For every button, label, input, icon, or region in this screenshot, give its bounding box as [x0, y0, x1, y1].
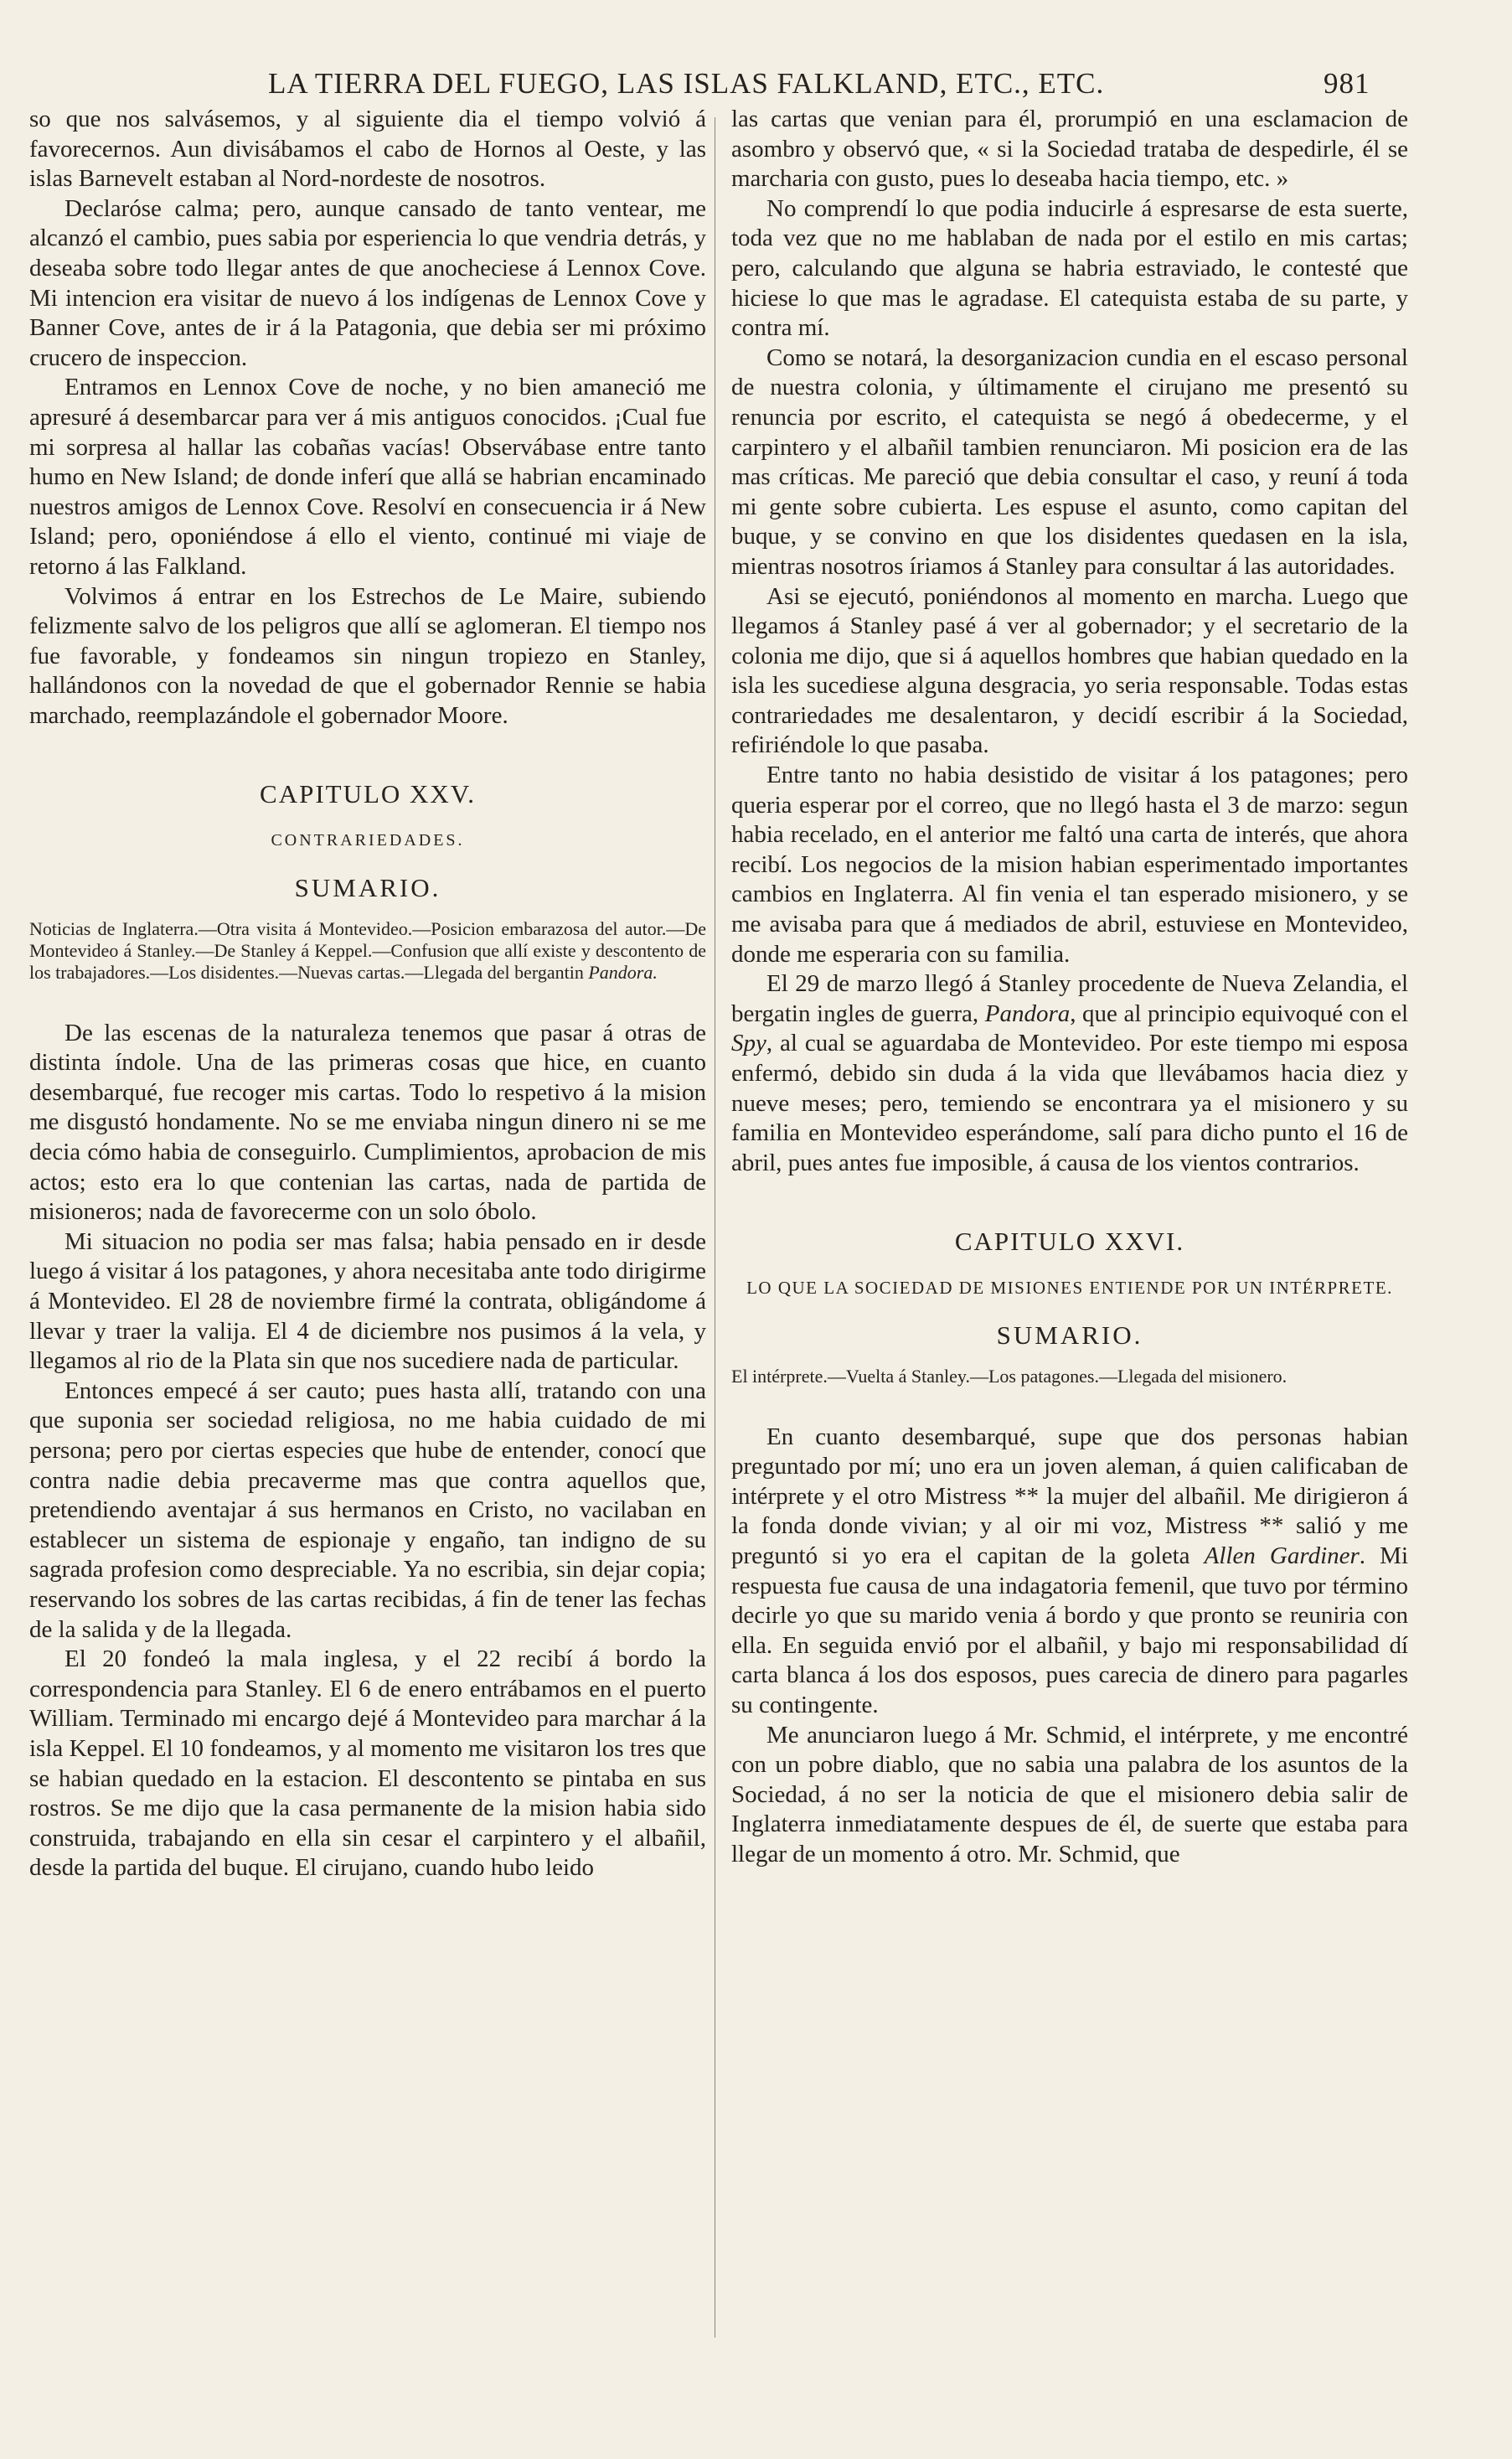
chapter-summary	[29, 918, 706, 984]
chapter-title: CAPITULO XXV.	[260, 779, 476, 809]
paragraph: Como se notará, la desorganizacion cundia en el escaso personal de nuestra colonia, y últimamente el cirujano me presentó su renuncia por escrito, el catequista se negó á obedecerme, y el carpintero y el albañil tambien renunciaron. Mi posicion era de las mas críticas. Me pareció que debia consultar el caso, y reuní á toda mi gente sobre cubierta. Les espuse el asunto, como capitan del buque, y se convino en que los disidentes quedasen en la isla, mientras nosotros íriamos á Stanley para consultar á las autoridades.	[731, 344, 1408, 580]
paragraph: Asi se ejecutó, poniéndonos al momento en marcha. Luego que llegamos á Stanley pasé á ver al gobernador; y el secretario de la colonia me dijo, que si á aquellos hombres que habian quedado en la isla les sucediese alguna desgracia, yo seria responsable. Todas estas contrariedades me desalentaron, y decidí escribir á la Sociedad, refiriéndole lo que pasaba.	[731, 582, 1408, 759]
ship-name-pandora: Pandora	[984, 1000, 1071, 1027]
paragraph: El 20 fondeó la mala inglesa, y el 22 recibí á bordo la correspondencia para Stanley. El 6 de enero entrábamos en el puerto William. Terminado mi encargo dejé á Montevideo para marchar á la isla Keppel. El 10 fondeamos, y al momento me visitaron los tres que se habian quedado en la estacion. El descontento se pintaba en sus rostros. Se me dijo que la casa permanente de la mision habia sido construida, trabajando en ella sin cesar el carpintero y el albañil, desde la partida del buque. El cirujano, cuando hubo leido	[29, 1645, 706, 1882]
sumario-label: SUMARIO.	[294, 873, 441, 903]
paragraph: Mi situacion no podia ser mas falsa; habia pensado en ir desde luego á visitar á los patagones, y ahora necesitaba ante todo dirigirme á Montevideo. El 28 de noviembre firmé la contrata, obligándome á llevar y traer la valija. El 4 de diciembre nos pusimos á la vela, y llegamos al rio de la Plata sin que nos sucediere nada de particular.	[29, 1227, 706, 1375]
chapter-title: CAPITULO XXVI.	[954, 1227, 1185, 1257]
paragraph: No comprendí lo que podia inducirle á espresarse de esta suerte, toda vez que no me hablaban de nada por el estilo en mis cartas; pero, calculando que alguna se habria estraviado, le contesté que hiciese lo que mas le agradase. El catequista estaba de su parte, y contra mí.	[731, 194, 1408, 342]
sumario-label: SUMARIO.	[996, 1320, 1143, 1350]
paragraph: so que nos salvásemos, y al siguiente dia el tiempo volvió á favorecernos. Aun divisábamos el cabo de Hornos al Oeste, y las islas Barnevelt estaban al Nord-nordeste de nosotros.	[29, 106, 706, 193]
paragraph: las cartas que venian para él, prorumpió en una esclamacion de asombro y observó que, « si la Sociedad trataba de despedirle, él se marcharia con gusto, pues lo deseaba hacia tiempo, etc. »	[731, 106, 1408, 193]
chapter-summary: El intérprete.—Vuelta á Stanley.—Los patagones.—Llegada del misionero.	[731, 1365, 1288, 1387]
running-title: LA TIERRA DEL FUEGO, LAS ISLAS FALKLAND, ETC., ETC.	[268, 67, 1105, 100]
chapter-subtitle: CONTRARIEDADES.	[271, 831, 465, 850]
paragraph: Entre tanto no habia desistido de visitar á los patagones; pero queria esperar por el correo, que no llegó hasta el 3 de marzo: segun habia recelado, en el anterior me faltó una carta de interés, que ahora recibí. Los negocios de la mision habian esperimentado importantes cambios en Inglaterra. Al fin venia el tan esperado misionero, y se me avisaba para que á mediados de abril, estuviese en Montevideo, donde me esperaria con su familia.	[731, 762, 1408, 968]
paragraph: Entramos en Lennox Cove de noche, y no bien amaneció me apresuré á desembarcar para ver á mis antiguos conocidos. ¡Cual fue mi sorpresa al hallar las cobañas vacías! Observábase entre tanto humo en New Island; de donde inferí que allá se habrian encaminado nuestros amigos de Lennox Cove. Resolví en consecuencia ir á New Island; pero, oponiéndose á ello el viento, continué mi viaje de retorno á las Falkland.	[29, 374, 706, 580]
ship-name-allen-gardiner: Allen Gardiner	[1204, 1542, 1360, 1569]
paragraph: Entonces empecé á ser cauto; pues hasta allí, tratando con una que suponia ser sociedad religiosa, no me habia cuidado de mi persona; pero por ciertas especies que hube de entender, conocí que contra nadie debia precaverme mas que contra aquellos que, pretendiendo aventajar á sus hermanos en Cristo, no vacilaban en establecer un sistema de espionaje y engaño, tan indigno de su sagrada profesion como despreciable. Ya no escribia, sin dejar copia; reservando los sobres de las cartas recibidas, á fin de tener las fechas de la salida y de la llegada.	[29, 1377, 706, 1643]
paragraph: Volvimos á entrar en los Estrechos de Le Maire, subiendo felizmente salvo de los peligros que allí se aglomeran. El tiempo nos fue favorable, y fondeamos sin ningun tropiezo en Stanley, hallándonos con la novedad de que el gobernador Rennie se habia marchado, reemplazándole el gobernador Moore.	[29, 582, 706, 729]
summary-italic: Pandora.	[588, 961, 658, 983]
paragraph-pandora: El 29 de marzo llegó á Stanley procedente de Nueva Zelandia, el bergatin ingles de guerra, Pandora, que al principio equivoqué con el Spy, al cual se aguardaba de Montevideo. Por este tiempo mi esposa enfermó, debido sin duda á la vida que llevábamos hacia diez y nueve meses; pero, temiendo se encontrara ya el misionero y su familia en Montevideo esperándome, salí para dicho punto el 16 de abril, pues antes fue imposible, á causa de los vientos contrarios.	[731, 970, 1408, 1176]
paragraph: Declaróse calma; pero, aunque cansado de tanto ventear, me alcanzó el cambio, pues sabia por esperiencia lo que vendria detrás, y deseaba sobre todo llegar antes de que anocheciese á Lennox Cove. Mi intencion era visitar de nuevo á los indígenas de Lennox Cove y Banner Cove, antes de ir á la Patagonia, que debia ser mi próximo crucero de inspeccion.	[29, 194, 706, 371]
paragraph: Me anunciaron luego á Mr. Schmid, el intérprete, y me encontré con un pobre diablo, que no sabia una palabra de los asuntos de la Sociedad, á no ser la noticia de que el misionero debia salir de Inglaterra inmediatamente despues de él, de suerte que estaba para llegar de un momento á otro. Mr. Schmid, que	[731, 1721, 1408, 1867]
chapter-subtitle: LO QUE LA SOCIEDAD DE MISIONES ENTIENDE POR UN INTÉRPRETE.	[746, 1277, 1393, 1298]
right-column	[731, 105, 1408, 1869]
summary-text: Noticias de Inglaterra.—Otra visita á Montevideo.—Posicion embarazosa del autor.—De Montevideo á Stanley.—De Stanley á Keppel.—Confusion que allí existe y descontento de los trabajadores.—Los disidentes.—Nuevas cartas.—Llegada del bergantin	[29, 917, 706, 983]
paragraph-allen-gardiner: En cuanto desembarqué, supe que dos personas habian preguntado por mí; uno era un joven aleman, á quien calificaban de intérprete y el otro Mistress ** la mujer del albañil. Me dirigieron á la fonda donde vivian; y al oir mi voz, Mistress ** salió y me preguntó si yo era el capitan de la goleta Allen Gardiner. Mi respuesta fue causa de una indagatoria femenil, que tuvo por término decirle yo que su marido venia á bordo y que pronto se reuniria con ella. En seguida envió por el albañil, y bajo mi responsabilidad dí carta blanca á los dos esposos, pues carecia de dinero para pagarles su contingente.	[731, 1423, 1408, 1718]
paragraph: De las escenas de la naturaleza tenemos que pasar á otras de distinta índole. Una de las primeras cosas que hice, en cuanto desembarqué, fue recoger mis cartas. Todo lo respetivo á la mision me disgustó hondamente. No se me enviaba ningun dinero ni se me decia cómo habia de conseguirlo. Cumplimientos, aprobacion de mis actos; esto era lo que contenian las cartas, nada de partida de misioneros; nada de favorecerme con un solo óbolo.	[29, 1019, 706, 1226]
page-number: 981	[1324, 67, 1370, 100]
left-column	[29, 105, 706, 1883]
ship-name-spy: Spy	[731, 1030, 766, 1057]
